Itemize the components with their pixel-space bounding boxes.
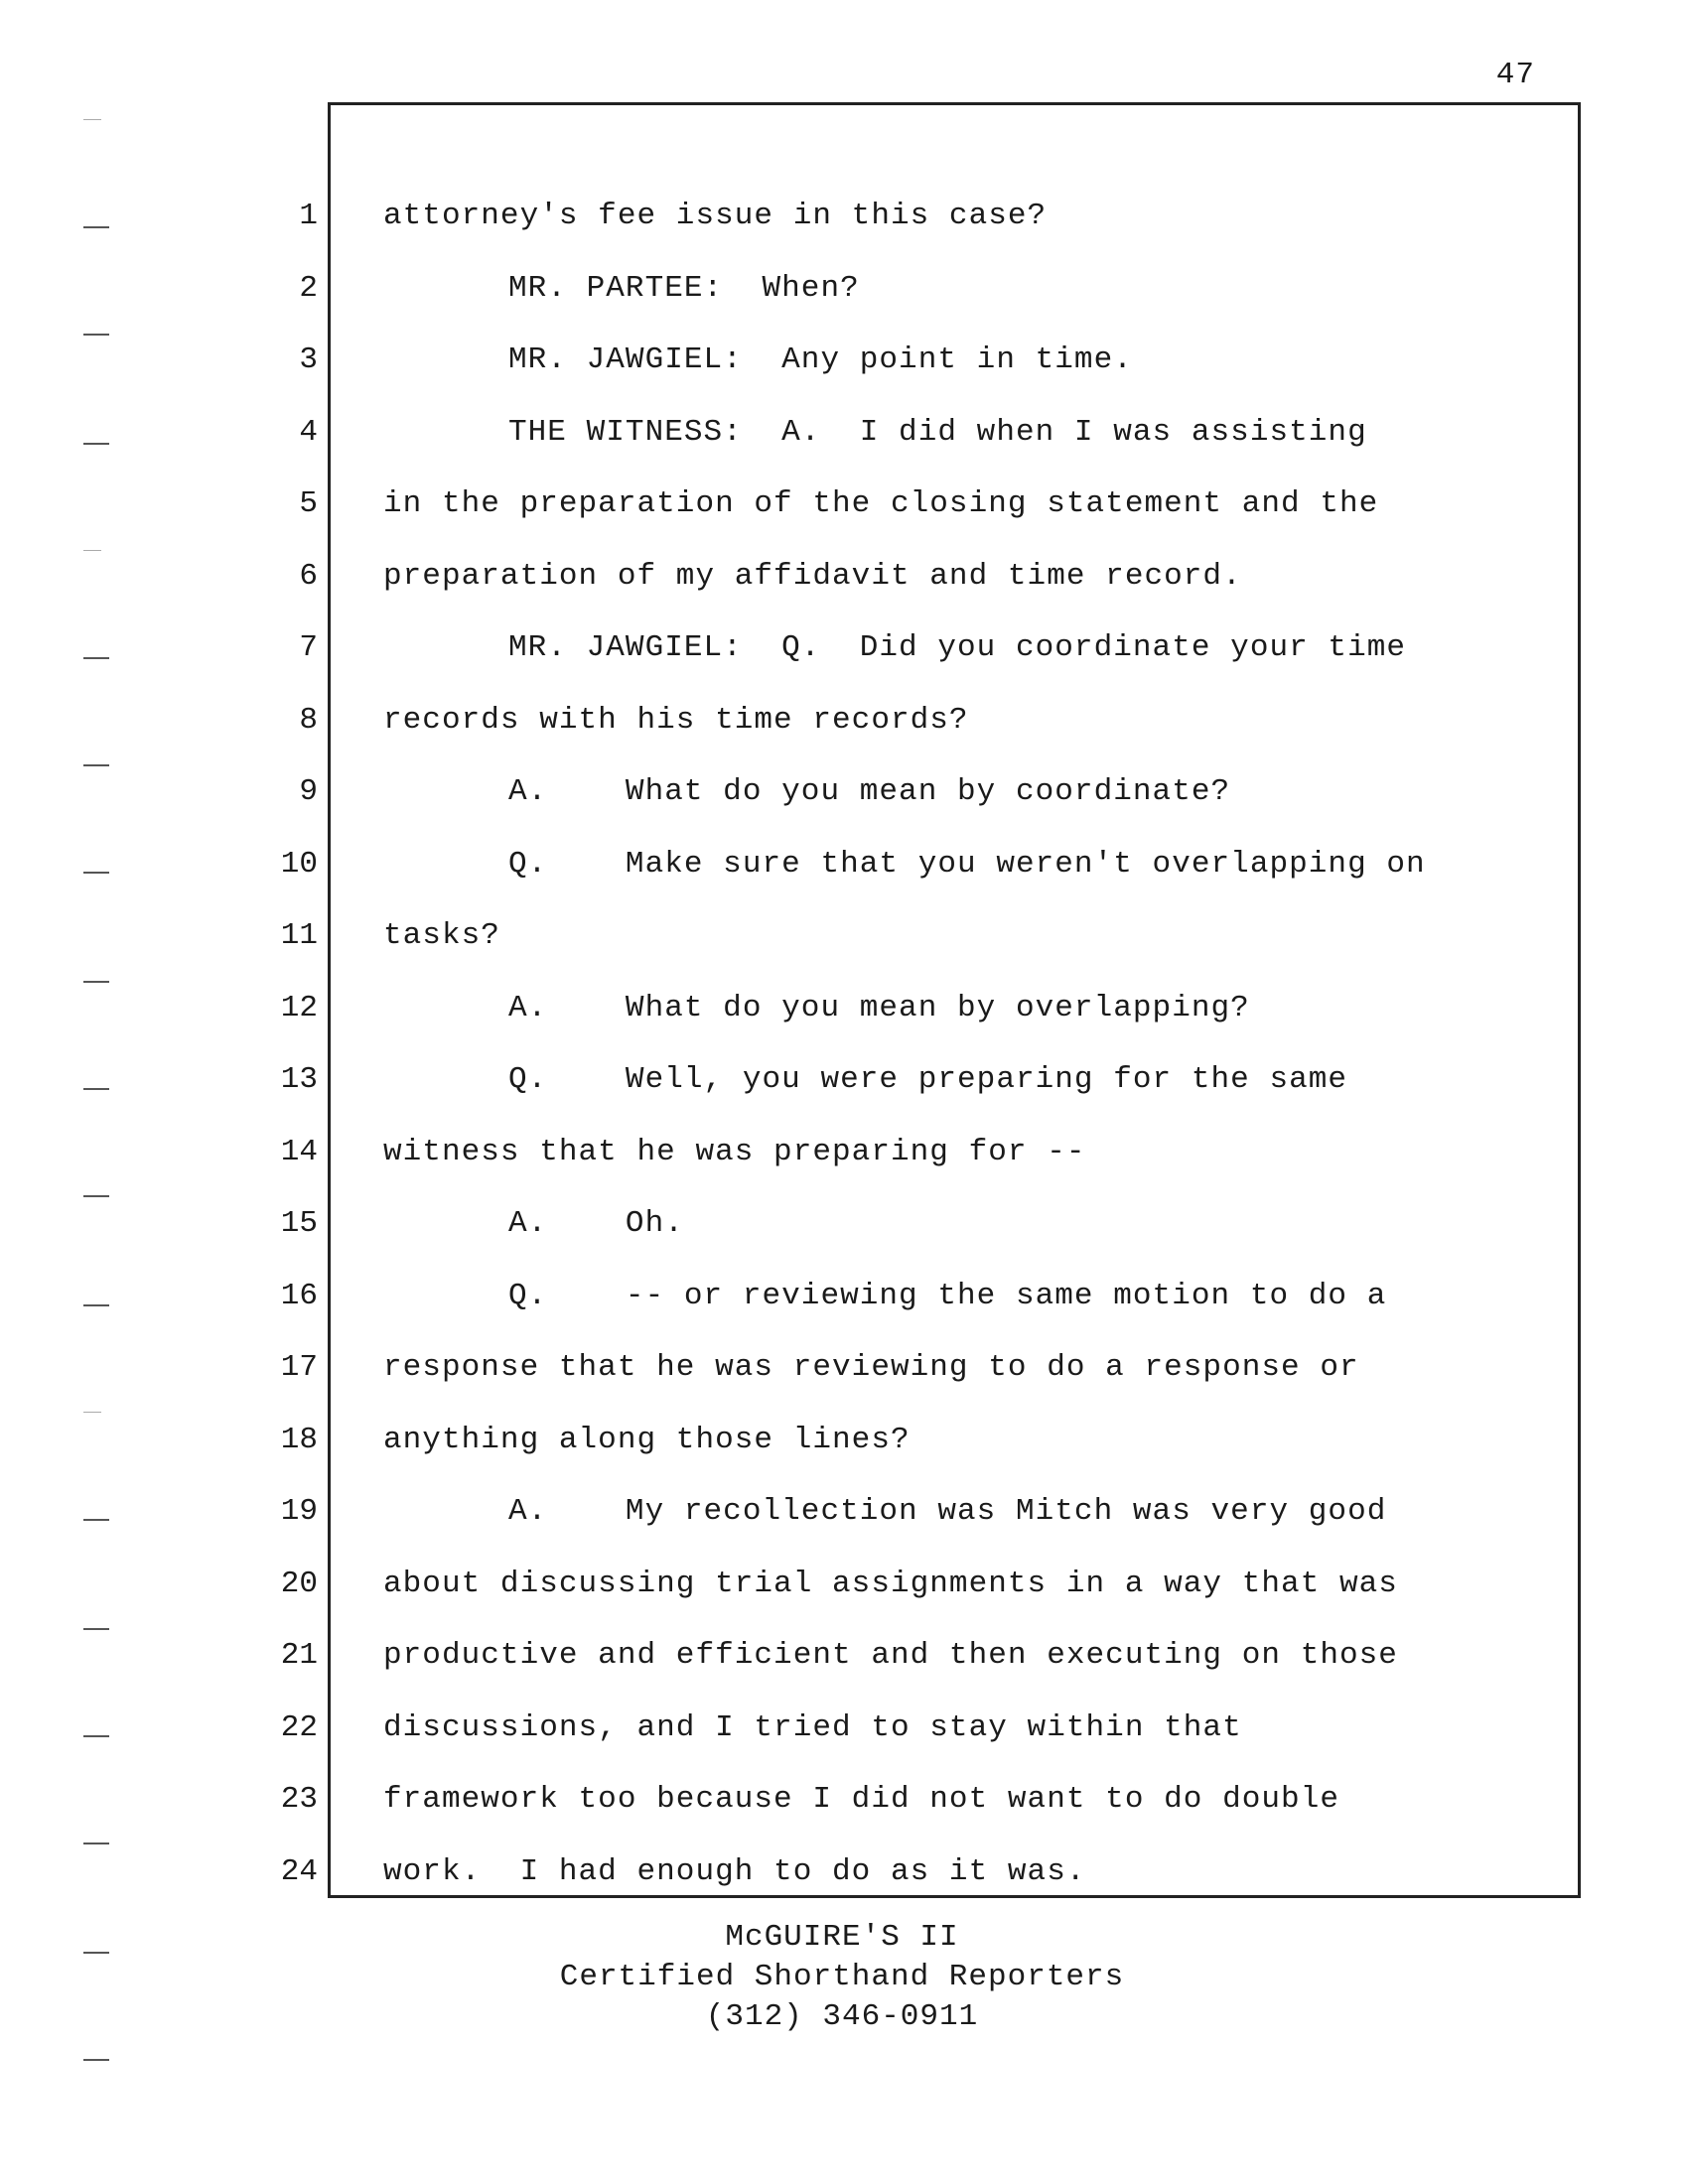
line-number: 12	[280, 990, 318, 1025]
line-number: 23	[280, 1782, 318, 1817]
line-number: 16	[280, 1278, 318, 1313]
line-number: 17	[280, 1350, 318, 1385]
transcript-line	[0, 835, 1684, 894]
line-number: 13	[280, 1062, 318, 1097]
transcript-line	[0, 1626, 1684, 1686]
transcript-line	[0, 1411, 1684, 1470]
line-text: A. What do you mean by overlapping?	[508, 990, 1250, 1025]
line-text: attorney's fee issue in this case?	[383, 199, 1048, 233]
line-text: A. My recollection was Mitch was very good	[508, 1494, 1387, 1529]
line-number: 10	[280, 846, 318, 882]
transcript-line	[0, 1555, 1684, 1614]
line-number: 7	[299, 630, 318, 665]
line-text: preparation of my affidavit and time record.	[383, 558, 1242, 594]
transcript-line	[0, 403, 1684, 463]
transcript-line	[0, 1267, 1684, 1326]
transcript-line	[0, 1194, 1684, 1254]
line-number: 4	[299, 414, 318, 450]
line-number: 21	[280, 1638, 318, 1673]
line-text: MR. PARTEE: When?	[508, 270, 860, 306]
line-number: 14	[280, 1134, 318, 1169]
line-text: productive and efficient and then executing on those	[383, 1638, 1398, 1673]
transcript-line	[0, 1482, 1684, 1542]
transcript-line	[0, 762, 1684, 822]
line-text: MR. JAWGIEL: Any point in time.	[508, 342, 1133, 377]
line-number: 1	[299, 199, 318, 233]
reporter-phone: (312) 346-0911	[705, 1999, 979, 2034]
transcript-line	[0, 331, 1684, 390]
transcript-line	[0, 1770, 1684, 1830]
line-text: about discussing trial assignments in a way that was	[383, 1566, 1398, 1601]
line-text: discussions, and I tried to stay within that	[383, 1709, 1242, 1745]
line-text: response that he was reviewing to do a response or	[383, 1350, 1359, 1385]
line-number: 6	[299, 558, 318, 594]
line-number: 15	[280, 1206, 318, 1241]
line-number: 24	[280, 1853, 318, 1889]
line-number: 9	[299, 774, 318, 809]
reporter-subtitle: Certified Shorthand Reporters	[559, 1960, 1125, 1994]
margin-tick	[83, 119, 101, 120]
line-number: 11	[280, 918, 318, 953]
line-text: A. Oh.	[508, 1206, 684, 1241]
transcript-line	[0, 1123, 1684, 1182]
line-text: in the preparation of the closing statement and the	[383, 486, 1379, 521]
line-number: 5	[299, 486, 318, 521]
line-text: Q. -- or reviewing the same motion to do a	[508, 1278, 1387, 1313]
transcript-line	[0, 259, 1684, 319]
line-text: Q. Make sure that you weren't overlapping on	[508, 846, 1426, 882]
line-text: tasks?	[383, 918, 500, 953]
line-number: 18	[280, 1422, 318, 1457]
line-text: THE WITNESS: A. I did when I was assisting	[508, 414, 1367, 450]
transcript-line	[0, 547, 1684, 607]
line-number: 2	[299, 270, 318, 306]
line-text: MR. JAWGIEL: Q. Did you coordinate your time	[508, 630, 1407, 665]
margin-tick	[83, 2059, 109, 2061]
transcript-line	[0, 1699, 1684, 1758]
line-text: A. What do you mean by coordinate?	[508, 774, 1231, 809]
transcript-line	[0, 475, 1684, 534]
transcript-line	[0, 691, 1684, 751]
page-number: 47	[1495, 58, 1535, 92]
transcript-line	[0, 187, 1684, 246]
line-number: 3	[299, 342, 318, 377]
line-text: framework too because I did not want to do double	[383, 1782, 1339, 1817]
transcript-line	[0, 618, 1684, 678]
line-text: records with his time records?	[383, 702, 969, 738]
transcript-line	[0, 979, 1684, 1038]
line-text: work. I had enough to do as it was.	[383, 1853, 1086, 1889]
line-number: 19	[280, 1494, 318, 1529]
reporter-company: McGUIRE'S II	[725, 1920, 959, 1955]
line-text: witness that he was preparing for --	[383, 1134, 1086, 1169]
line-number: 22	[280, 1709, 318, 1745]
line-text: anything along those lines?	[383, 1422, 911, 1457]
line-text: Q. Well, you were preparing for the same	[508, 1062, 1348, 1097]
transcript-line	[0, 1843, 1684, 1902]
transcript-line	[0, 906, 1684, 966]
line-number: 20	[280, 1566, 318, 1601]
line-number: 8	[299, 702, 318, 738]
transcript-line	[0, 1338, 1684, 1398]
transcript-line	[0, 1050, 1684, 1110]
reporter-footer	[0, 1918, 1684, 2037]
